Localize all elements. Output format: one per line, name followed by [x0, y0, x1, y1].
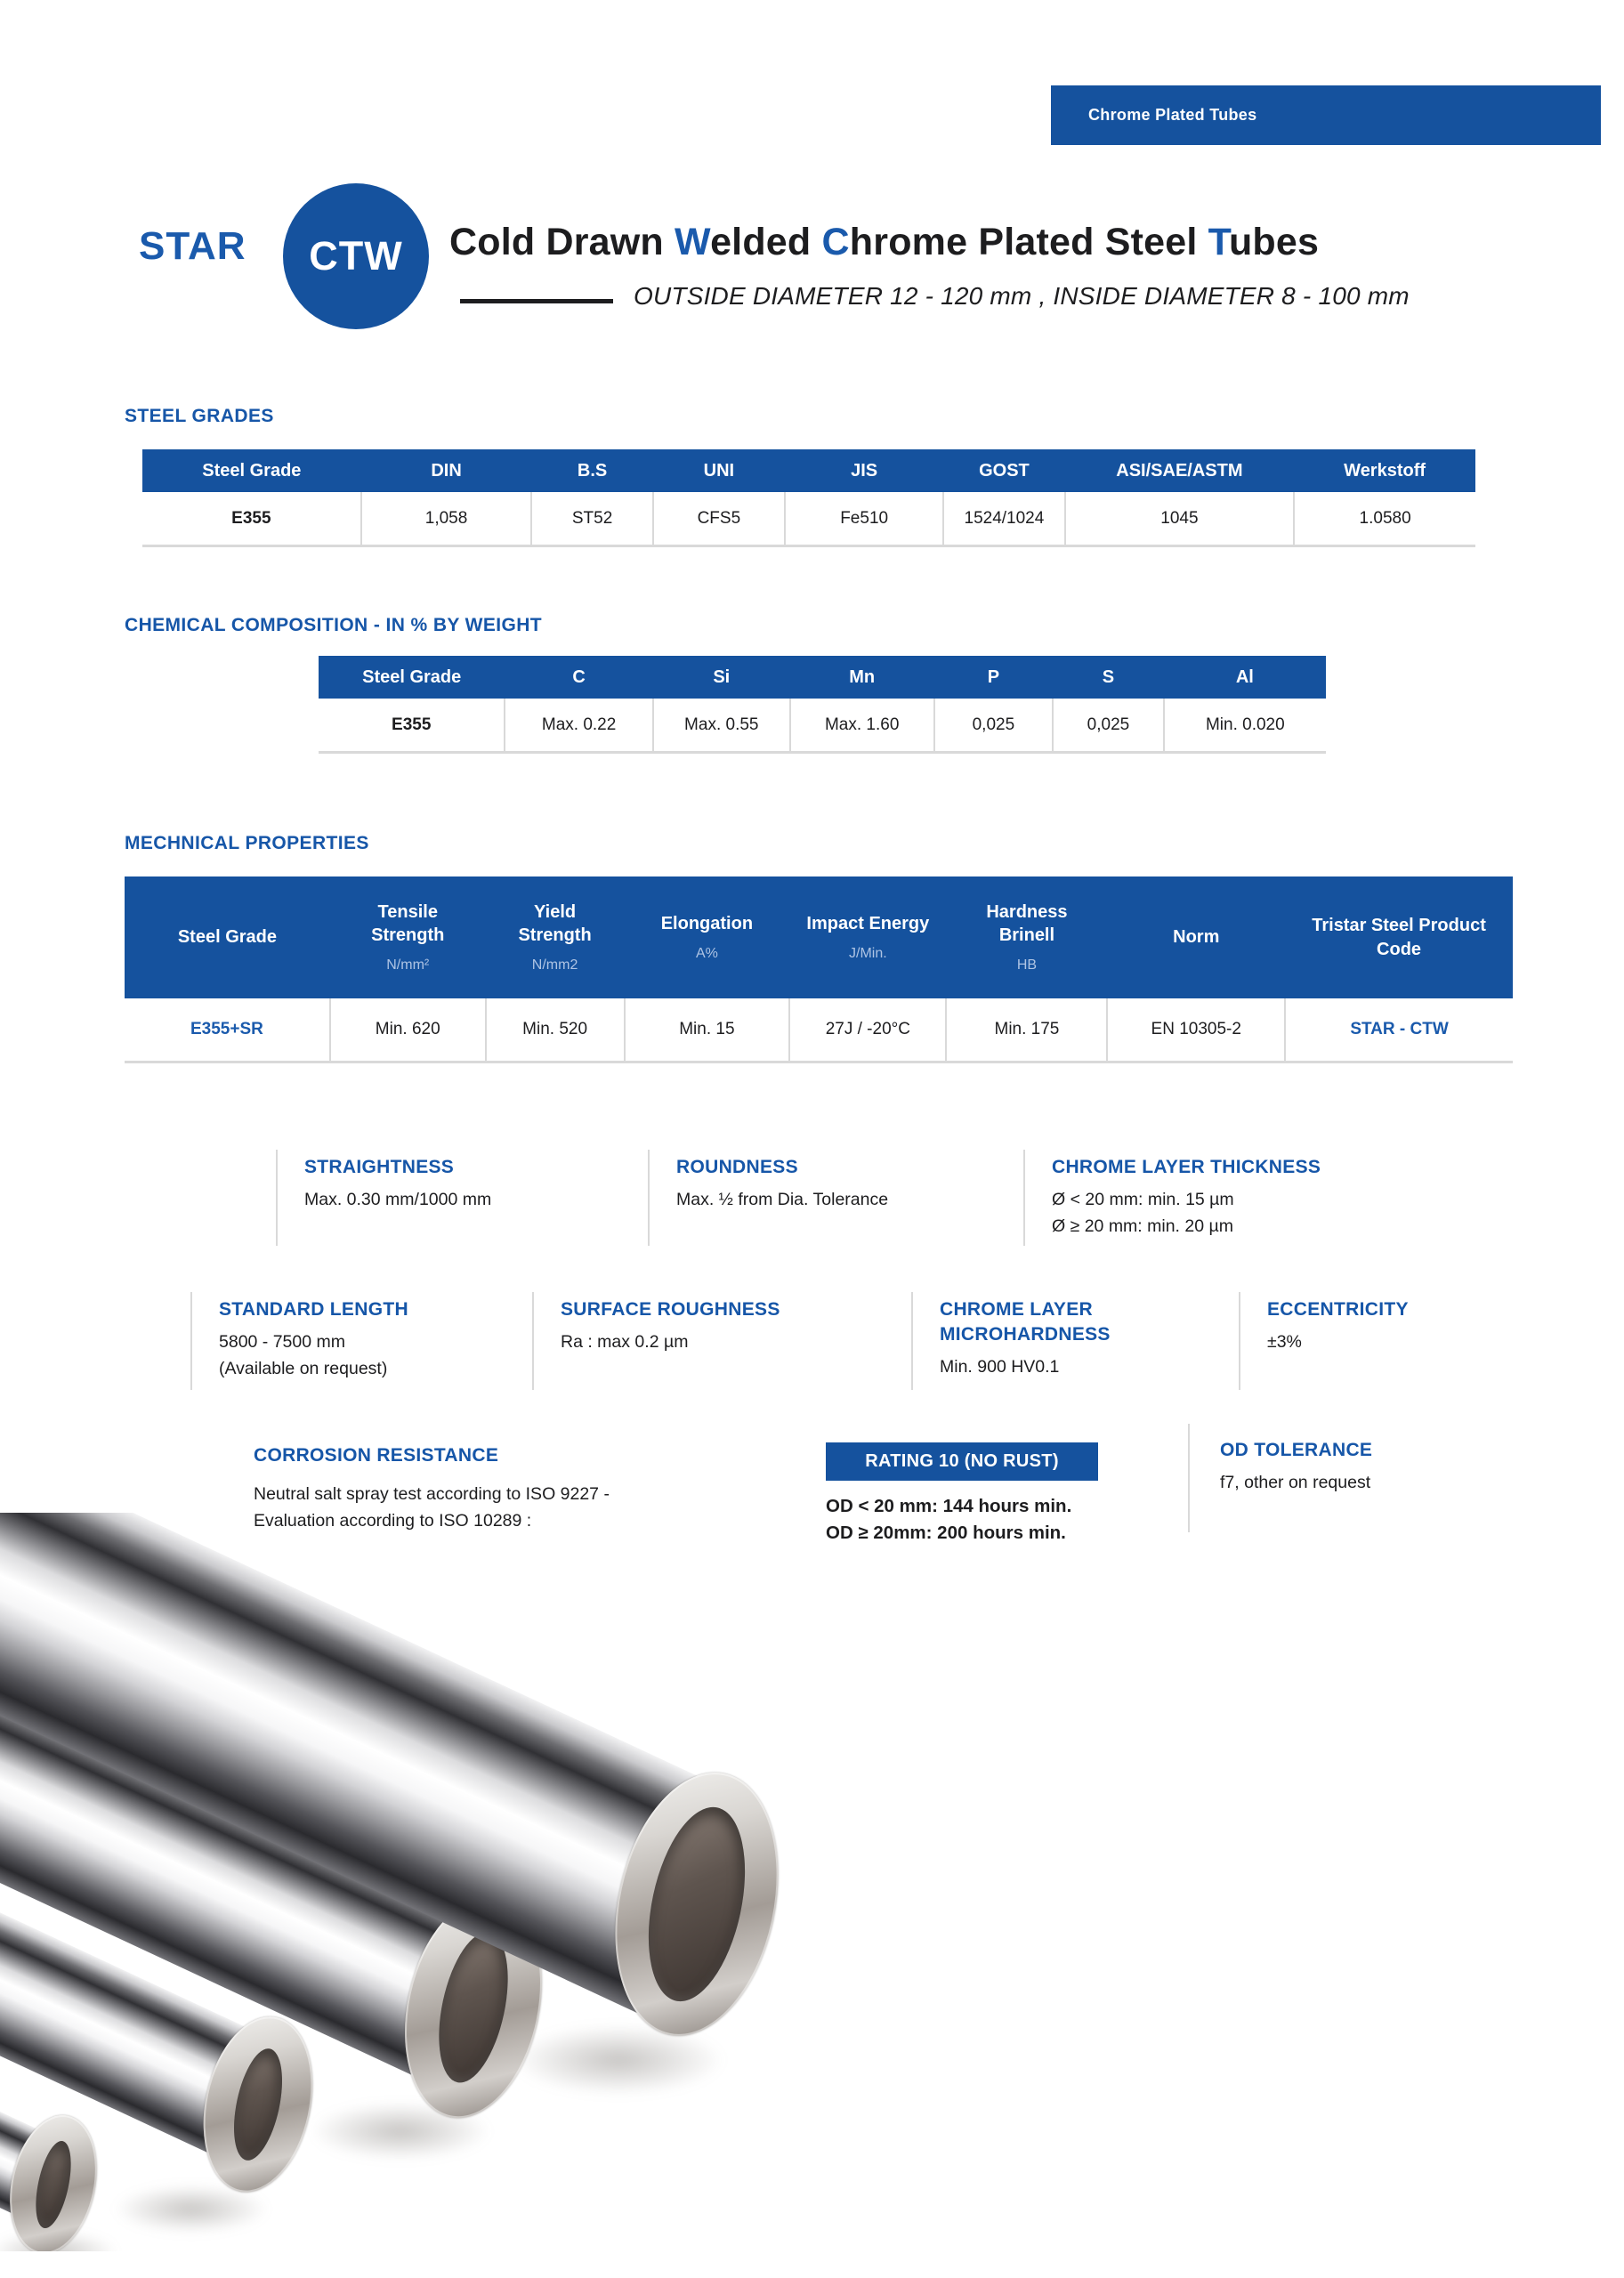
spec-roundness — [648, 1150, 995, 1246]
column-header-label: Tristar Steel Product Code — [1312, 916, 1486, 959]
table-cell: CFS5 — [653, 492, 785, 546]
column-header — [361, 449, 532, 492]
spec-value: 5800 - 7500 mm — [219, 1332, 345, 1352]
table-cell: Fe510 — [785, 492, 943, 546]
table-cell: ST52 — [531, 492, 652, 546]
spec-title: CORROSION RESISTANCE — [254, 1445, 499, 1466]
ctw-logo-text: CTW — [309, 233, 403, 279]
spec-title: STRAIGHTNESS — [304, 1157, 455, 1177]
table-cell: Max. 0.55 — [653, 699, 790, 753]
column-header — [319, 656, 505, 699]
spec-title: ECCENTRICITY — [1267, 1299, 1409, 1320]
table-cell: Min. 175 — [946, 998, 1107, 1062]
column-header — [1053, 656, 1164, 699]
spec-value: Ø ≥ 20 mm: min. 20 µm — [1052, 1216, 1233, 1236]
table-cell: 1,058 — [361, 492, 532, 546]
column-header-label: Si — [713, 666, 731, 687]
column-header — [486, 876, 625, 998]
spec-value: Evaluation according to ISO 10289 : — [254, 1511, 532, 1531]
column-header-label: Impact Energy — [806, 914, 930, 934]
table-cell: Min. 0.020 — [1164, 699, 1326, 753]
spec-chrome-layer-microhardness — [911, 1292, 1138, 1390]
spec-title: STANDARD LENGTH — [219, 1299, 408, 1320]
data-table — [125, 876, 1513, 1063]
spec-value: (Available on request) — [219, 1359, 388, 1378]
column-header-label: Al — [1235, 666, 1254, 687]
steel-grades-heading: STEEL GRADES — [125, 406, 274, 426]
page-category-label: Chrome Plated Tubes — [1088, 106, 1257, 124]
diameter-subtitle: OUTSIDE DIAMETER 12 - 120 mm , INSIDE DIAMETER 8 - 100 mm — [634, 282, 1410, 310]
column-header — [946, 876, 1107, 998]
title-part: ubes — [1228, 221, 1320, 263]
column-header-label: Steel Grade — [362, 666, 462, 687]
column-header — [1285, 876, 1513, 998]
column-header-sublabel: N/mm² — [386, 957, 430, 973]
data-table — [142, 449, 1475, 547]
spec-eccentricity — [1239, 1292, 1506, 1390]
title-part: Cold Drawn — [449, 221, 675, 263]
column-header-label: Steel Grade — [202, 460, 302, 481]
rating-badge: RATING 10 (NO RUST) — [826, 1442, 1098, 1481]
spec-title: OD TOLERANCE — [1220, 1440, 1373, 1460]
column-header — [943, 449, 1064, 492]
steel-grades-table — [142, 449, 1475, 547]
table-cell: 0,025 — [1053, 699, 1164, 753]
title-part: C — [821, 221, 850, 263]
column-header-label: Hardness Brinell — [986, 902, 1068, 946]
spec-chrome-layer-thickness — [1023, 1150, 1406, 1246]
spec-title: ROUNDNESS — [676, 1157, 798, 1177]
chrome-tubes-photo — [0, 1513, 805, 2251]
spec-value: OD < 20 mm: 144 hours min. — [826, 1496, 1072, 1516]
tube-hole — [633, 1798, 761, 2010]
brand-star-logo: STAR — [139, 224, 246, 268]
table-cell: Max. 0.22 — [505, 699, 652, 753]
column-header — [1294, 449, 1475, 492]
spec-od-tolerance — [1188, 1424, 1482, 1532]
column-header — [125, 876, 330, 998]
page-category-badge — [1051, 85, 1601, 145]
column-header-sublabel: N/mm2 — [531, 957, 578, 973]
column-header-label: Werkstoff — [1344, 460, 1426, 481]
table-row — [142, 492, 1475, 546]
column-header-label: JIS — [851, 460, 878, 481]
table-cell: E355 — [319, 699, 505, 753]
column-header — [330, 876, 486, 998]
column-header-label: Norm — [1173, 927, 1220, 948]
table-cell: 1524/1024 — [943, 492, 1064, 546]
table-cell: STAR - CTW — [1285, 998, 1513, 1062]
spec-title: SURFACE ROUGHNESS — [561, 1299, 780, 1320]
column-header-sublabel: J/Min. — [849, 945, 887, 961]
table-cell: 1.0580 — [1294, 492, 1475, 546]
spec-value: Max. ½ from Dia. Tolerance — [676, 1190, 889, 1209]
ctw-logo-circle — [283, 183, 429, 329]
column-header — [505, 656, 652, 699]
column-header-label: Steel Grade — [177, 927, 278, 948]
column-header-label: C — [572, 666, 586, 687]
table-cell: E355+SR — [125, 998, 330, 1062]
chemical-composition-table — [319, 656, 1326, 754]
table-cell: E355 — [142, 492, 361, 546]
table-row — [319, 699, 1326, 753]
column-header-sublabel: A% — [695, 945, 718, 961]
column-header-label: ASI/SAE/ASTM — [1116, 460, 1243, 481]
mechanical-properties-table — [125, 876, 1513, 1063]
spec-value: OD ≥ 20mm: 200 hours min. — [826, 1523, 1066, 1543]
column-header — [1107, 876, 1285, 998]
title-part: hrome Plated Steel — [849, 221, 1208, 263]
column-header-label: P — [987, 666, 1000, 687]
table-cell: 0,025 — [934, 699, 1054, 753]
column-header-label: UNI — [703, 460, 735, 481]
table-cell: 27J / -20°C — [789, 998, 946, 1062]
table-row — [125, 998, 1513, 1062]
title-part: W — [675, 221, 711, 263]
column-header — [625, 876, 790, 998]
column-header — [142, 449, 361, 492]
spec-rating — [826, 1437, 1128, 1547]
column-header-label: Mn — [849, 666, 876, 687]
column-header-label: Yield Strength — [518, 902, 592, 946]
column-header — [1065, 449, 1295, 492]
chemical-composition-heading: CHEMICAL COMPOSITION - IN % BY WEIGHT — [125, 615, 543, 635]
spec-title: CHROME LAYER THICKNESS — [1052, 1157, 1321, 1177]
column-header — [934, 656, 1054, 699]
table-cell: 1045 — [1065, 492, 1295, 546]
column-header-label: GOST — [979, 460, 1030, 481]
table-cell: Min. 620 — [330, 998, 486, 1062]
tube — [0, 1513, 805, 2251]
column-header-label: S — [1102, 666, 1115, 687]
column-header — [531, 449, 652, 492]
spec-value: Ø < 20 mm: min. 15 µm — [1052, 1190, 1234, 1209]
table-cell: Max. 1.60 — [790, 699, 934, 753]
column-header-label: Elongation — [660, 914, 754, 934]
table-cell: Min. 520 — [486, 998, 625, 1062]
spec-surface-roughness — [532, 1292, 870, 1390]
spec-value: Max. 0.30 mm/1000 mm — [304, 1190, 492, 1209]
column-header — [789, 876, 946, 998]
column-header — [1164, 656, 1326, 699]
data-table — [319, 656, 1326, 754]
spec-straightness — [276, 1150, 614, 1246]
column-header-label: Tensile Strength — [371, 902, 445, 946]
mechanical-properties-heading: MECHNICAL PROPERTIES — [125, 833, 369, 853]
spec-value: Neutral salt spray test according to ISO 9227 - — [254, 1484, 610, 1504]
column-header-label: B.S — [577, 460, 608, 481]
spec-value: Min. 900 HV0.1 — [940, 1357, 1060, 1377]
table-cell: EN 10305-2 — [1107, 998, 1285, 1062]
spec-value: ±3% — [1267, 1332, 1302, 1352]
title-dash-rule — [460, 299, 613, 303]
spec-value: f7, other on request — [1220, 1473, 1371, 1492]
column-header-label: DIN — [431, 460, 462, 481]
page-title — [449, 221, 1319, 264]
spec-value: Ra : max 0.2 µm — [561, 1332, 689, 1352]
title-part: elded — [710, 221, 822, 263]
spec-title: CHROME LAYER MICROHARDNESS — [940, 1299, 1111, 1345]
spec-standard-length — [190, 1292, 493, 1390]
title-part: T — [1208, 221, 1229, 263]
column-header — [653, 449, 785, 492]
column-header — [785, 449, 943, 492]
table-cell: Min. 15 — [625, 998, 790, 1062]
column-header-sublabel: HB — [1016, 957, 1038, 973]
column-header — [653, 656, 790, 699]
column-header — [790, 656, 934, 699]
